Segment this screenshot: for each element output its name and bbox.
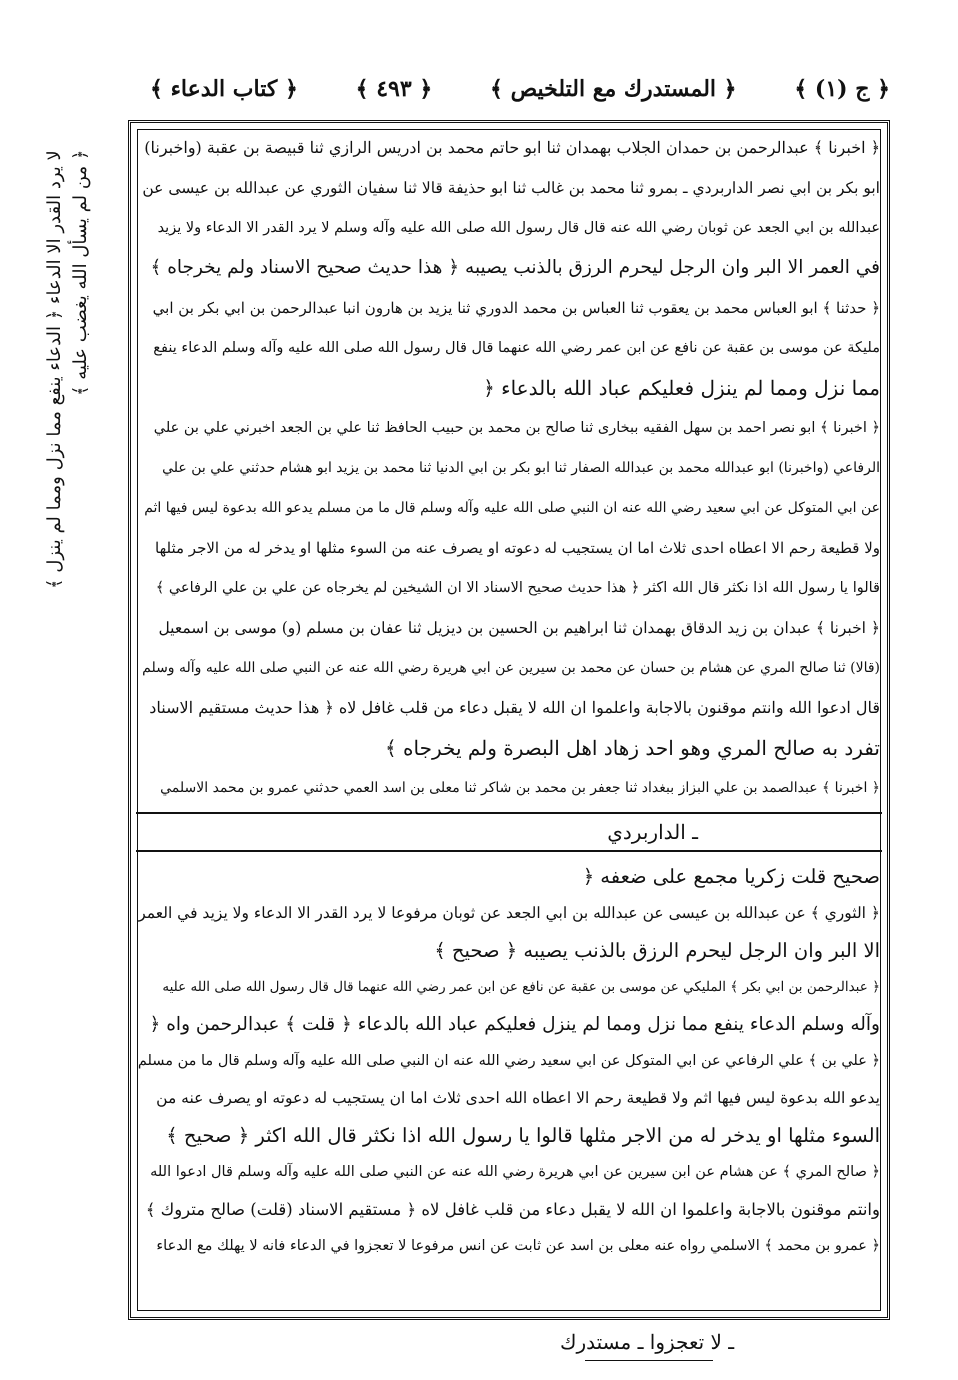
page-number: ﴿ ٤٩٣ ﴾ (355, 76, 433, 102)
margin-note-line: ﴿ من لم يسأل الله يغضب عليه ﴾ (70, 150, 91, 397)
text-line: ﴿ اخبرنا ﴾ عبدالرحمن بن حمدان الجلاب بهمدان ثنا ابو حاتم محمد بن ادريس الرازي ثنا قبيصة بن عقبة (واخبرنا) (144, 138, 880, 157)
text-line: الا البر وان الرجل ليحرم الرزق بالذنب يصيبه ﴿ صحيح ﴾ (434, 939, 880, 962)
text-line: يدعو الله بدعوة ليس فيها اثم ولا قطيعة رحم الا اعطاه الله احدى ثلاث اما ان يستجيب له دعوته او يصرف عنه من (156, 1089, 880, 1107)
main-text (138, 128, 880, 808)
text-line: (قالا) ثنا صالح المري عن هشام بن حسان عن محمد بن سيرين عن ابي هريرة رضي الله عنه عن النبي صلى الله عليه وآله وسلم (142, 660, 880, 676)
text-line: عبدالله بن ابي الجعد عن ثوبان رضي الله عنه قال قال رسول الله صلى الله عليه وآله وسلم لا يرد القدر الا الدعاء ولا يزيد (157, 220, 880, 236)
margin-note (42, 150, 122, 750)
chapter-title: ﴿ كتاب الدعاء ﴾ (150, 76, 298, 102)
text-line: ولا قطيعة رحم الا اعطاه احدى ثلاث اما ان يستجيب له دعوته او يصرف عنه من السوء مثلها او يدخر له من الاجر مثلها (155, 539, 880, 557)
text-line: السوء مثلها او يدخر له من الاجر مثلها قالوا يا رسول الله اذا نكثر قال الله اكثر ﴿ صحيح ﴾ (166, 1124, 880, 1147)
page-header (150, 72, 890, 106)
text-line: ﴿ اخبرنا ﴾ ابو نصر احمد بن سهل الفقيه ببخارى ثنا صالح بن محمد بن حبيب الحافظ ثنا علي بن الجعد اخبرني علي بن علي (153, 420, 880, 436)
text-line: ﴿ عبدالرحمن بن ابي بكر ﴾ المليكي عن موسى بن عقبة عن نافع عن ابن عمر رضي الله عنهما قال قال رسول الله صلى الله عليه (162, 979, 880, 995)
margin-note-line: لا يرد القدر الا الدعاء ﴿ الدعاء ينفع مما نزل ومما لم ينزل ﴾ (44, 150, 65, 589)
divider (136, 850, 882, 852)
book-title: ﴿ المستدرك مع التلخيص ﴾ (490, 76, 737, 102)
text-line: قال ادعوا الله وانتم موقنون بالاجابة واعلموا ان الله لا يقبل دعاء من قلب غافل لاه ﴿ هذا حديث مستقيم الاسناد (149, 698, 880, 717)
text-line: الرفاعي (واخبرنا) ابو عبدالله محمد بن عبدالله الصفار ثنا ابو بكر بن ابي الدنيا ثنا محمد بن يزيد ابو هشام حدثني علي بن علي (162, 460, 880, 476)
text-line: مما نزل ومما لم ينزل فعليكم عباد الله بالدعاء ﴿ (483, 376, 880, 400)
text-line: ﴿ عمرو بن محمد ﴾ الاسلمي رواه عنه معلى بن اسد عن ثابت عن انس مرفوعا لا تعجزوا في الدعاء فانه لا يهلك مع الدعاء (156, 1238, 880, 1254)
volume-number: ﴿ ج (١) ﴾ (794, 76, 890, 102)
text-line: مليكة عن موسى بن عقبة عن نافع عن ابن عمر رضي الله عنهما قال قال رسول الله صلى الله عليه وآله وسلم الدعاء ينفع (153, 340, 880, 356)
text-line: ﴿ اخبرنا ﴾ عبدان بن زيد الدقاق بهمدان ثنا ابراهيم بن الحسين بن ديزيل ثنا عفان بن مسلم (و) موسى بن اسمعيل (158, 619, 880, 637)
text-line: ﴿ اخبرنا ﴾ عبدالصمد بن علي البزاز ببغداد ثنا جعفر بن محمد بن شاكر ثنا معلى بن اسد العمي حدثني عمرو بن محمد الاسلمي (160, 780, 880, 796)
text-line: عن ابي المتوكل عن ابي سعيد رضي الله عنه ان النبي صلى الله عليه وآله وسلم قال ما من مسلم يدعو الله بدعوة ليس فيها اثم (144, 500, 880, 516)
text-line: ﴿ حدثنا ﴾ ابو العباس محمد بن يعقوب ثنا العباس بن محمد الدوري ثنا يزيد بن هارون انبا عبدالرحمن بن ابي بكر بن ابي (152, 299, 880, 317)
text-line: في العمر الا البر وان الرجل ليحرم الرزق بالذنب يصيبه ﴿ هذا حديث صحيح الاسناد ولم يخرجاه ﴾ (150, 257, 880, 278)
text-line: ابو بكر بن ابي نصر الداربردي ـ بمرو ثنا محمد بن غالب ثنا ابو حذيفة قالا ثنا سفيان الثوري عن عبدالله بن عيسى عن (142, 179, 880, 197)
catchword-rule (585, 1360, 713, 1361)
text-line: صحيح قلت زكريا مجمع على ضعفه ﴿ (582, 865, 880, 888)
text-line: تفرد به صالح المري وهو احد زهاد اهل البصرة ولم يخرجاه ﴾ (384, 736, 880, 760)
talkhis-text (138, 858, 880, 1265)
text-line: قالوا يا رسول الله اذا نكثر قال الله اكثر ﴿ هذا حديث صحيح الاسناد الا ان الشيخين لم يخرجاه عن علي بن علي الرفاعي ﴾ (155, 580, 880, 596)
text-line: ﴿ صالح المري ﴾ عن هشام عن ابن سيرين عن ابي هريرة رضي الله عنه عن النبي صلى الله عليه وآله وسلم قال ادعوا الله (150, 1164, 880, 1180)
text-line: وآله وسلم الدعاء ينفع مما نزل ومما لم ينزل فعليكم عباد الله بالدعاء ﴿ قلت ﴾ عبدالرحمن واه ﴿ (149, 1014, 880, 1035)
catchword: ـ لا تعجزوا ـ مستدرك (560, 1330, 735, 1354)
text-line: ﴿ علي بن ﴾ علي الرفاعي عن ابي المتوكل عن ابي سعيد رضي الله عنه ان النبي صلى الله عليه وآله وسلم قال ما من مسلم (138, 1053, 880, 1069)
footnote-label: ـ الداربردي (607, 820, 698, 844)
divider (136, 812, 882, 814)
text-line: ﴿ الثوري ﴾ عن عبدالله بن عيسى عن عبدالله بن ابي الجعد عن ثوبان مرفوعا لا يرد القدر الا الدعاء ولا يزيد في العمر (138, 904, 880, 922)
text-line: وانتم موقنون بالاجابة واعلموا ان الله لا يقبل دعاء من قلب غافل لاه ﴿ مستقيم الاسناد (قلت) صالح متروك ﴾ (145, 1200, 880, 1219)
